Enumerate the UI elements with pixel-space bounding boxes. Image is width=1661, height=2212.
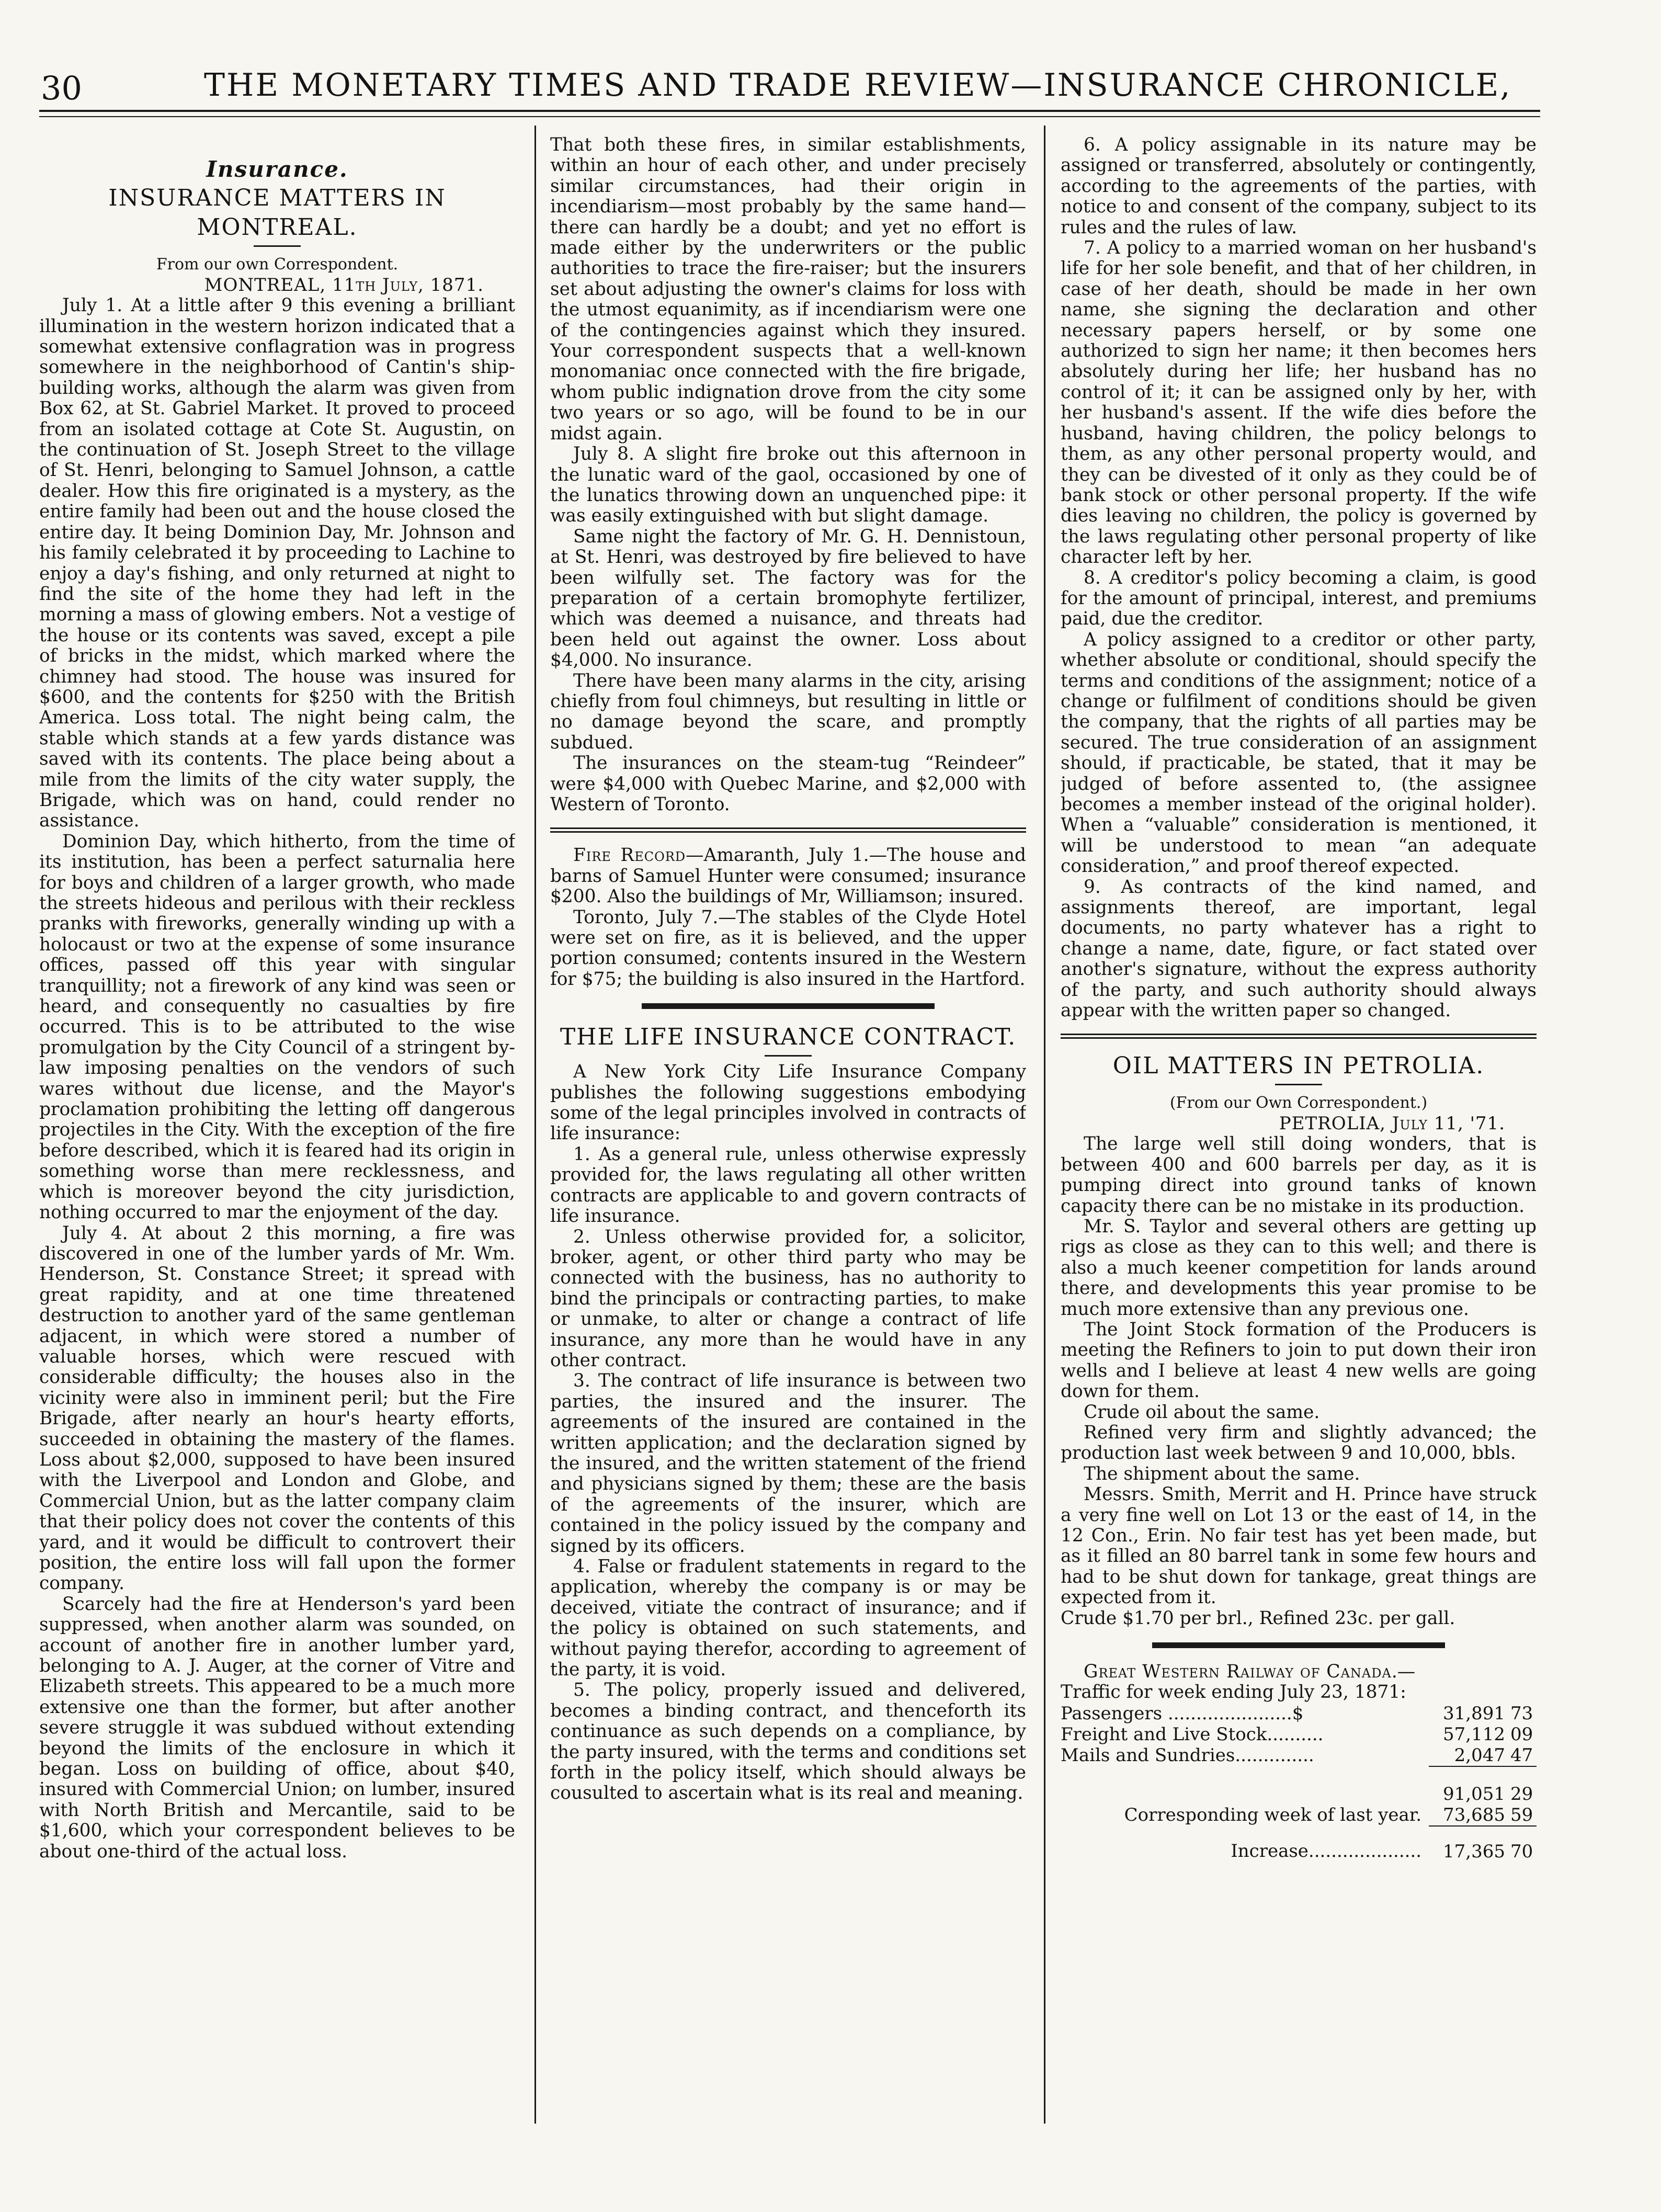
dateline-petrolia: PETROLIA, July 11, '71. xyxy=(1279,1113,1505,1134)
headline-rule xyxy=(765,1055,812,1057)
traffic-dollars: 57,112 xyxy=(1443,1723,1505,1745)
traffic-row xyxy=(1061,1745,1537,1766)
traffic-cents: 47 xyxy=(1510,1744,1533,1766)
paragraph: Mr. S. Taylor and several others are getting up rigs as close as they can to this well; and there is also a much keener competition for lands around there, and developments this year promise to be much more extensive than any previous one. xyxy=(1061,1216,1537,1320)
paragraph: 1. As a general rule, unless otherwise expressly provided for, the laws regulating all other written contracts are applicable to and govern contracts of life insurance. xyxy=(550,1143,1026,1227)
traffic-dollars: 31,891 xyxy=(1443,1703,1505,1724)
correspondent-line: From our own Correspondent. xyxy=(156,255,399,274)
paragraph: Messrs. Smith, Merrit and H. Prince have struck a very fine well on Lot 13 or the east of 14, in the 12 Con., Erin. No fair test has yet been made, but as it filled an 80 barrel tank in some few hours and had to be shut down for tankage, great things are expected from it. xyxy=(1061,1484,1537,1608)
dateline-montreal: MONTREAL, 11th July, 1871. xyxy=(204,274,484,296)
traffic-last-year-cents: 59 xyxy=(1510,1804,1533,1825)
running-head: THE MONETARY TIMES AND TRADE REVIEW—INSURANCE CHRONICLE, xyxy=(204,67,1512,104)
railway-dash: .— xyxy=(1391,1661,1416,1683)
traffic-label: Freight and Live Stock.......... xyxy=(1061,1723,1324,1745)
paragraph: Crude $1.70 per brl., Refined 23c. per gall. xyxy=(1061,1607,1455,1629)
paragraph: July 8. A slight fire broke out this afternoon in the lunatic ward of the gaol, occasioned by one of the lunatics throwing down an unquenched pipe: it was easily extinguished with but slight damage. xyxy=(550,444,1026,527)
column-1 xyxy=(39,135,515,2133)
header-rule-bottom xyxy=(39,116,1540,117)
paragraph: July 4. At about 2 this morning, a fire was discovered in one of the lumber yards of Mr. Wm. Henderson, St. Constance Street; it spread with great rapidity, and at one time threatened destruction to another yard of the same gentleman adjacent, in which were stored a number of valuable horses, which were rescued with considerable difficulty; the houses also in the vicinity were also in imminent peril; but the Fire Brigade, after nearly an hour's hearty efforts, succeeded in obtaining the mastery of the flames. Loss about $2,000, supposed to have been insured with the Liverpool and London and Globe, and Commercial Union, but as the latter company claim that their policy does not cover the contents of this yard, and it would be difficult to controvert their position, the entire loss will fall upon the former company. xyxy=(39,1222,515,1594)
traffic-increase-label: Increase.................... xyxy=(1231,1841,1422,1862)
headline-life-insurance: THE LIFE INSURANCE CONTRACT. xyxy=(560,1024,1017,1051)
headline-rule xyxy=(1275,1084,1322,1085)
paragraph: 7. A policy to a married woman on her husband's life for her sole benefit, and that of her children, in case of her death, should be made in her own name, she signing the declaration and other necessary papers herself, or by some one authorized to sign her name; it then becomes hers absolutely during her life; her husband has no control of it; it can be assigned only by her, with her husband's assent. If the wife dies before the husband, having children, the policy belongs to them, as any other personal property would, and they can be divested of it only as they could be of bank stock or other personal property. If the wife dies leaving no children, the policy is governed by the laws regulating other personal property of like character left by her. xyxy=(1061,237,1537,568)
paragraph: Same night the factory of Mr. G. H. Dennistoun, at St. Henri, was destroyed by fire believed to have been wilfully set. The factory was for the preparation of a certain bromophyte fertilizer, which was deemed a nuisance, and threats had been held out against the owner. Loss about $4,000. No insurance. xyxy=(550,526,1026,671)
traffic-increase-dollars: 17,365 xyxy=(1429,1826,1510,1862)
traffic-increase-row xyxy=(1061,1826,1537,1862)
traffic-row xyxy=(1061,1703,1537,1724)
fire-record-label: Fire Record xyxy=(573,845,686,866)
header-rule-top xyxy=(39,110,1540,112)
heavy-divider xyxy=(642,1003,935,1009)
paragraph: 3. The contract of life insurance is between two parties, the insured and the insurer. The agreements of the insured are contained in the written application; and the declaration signed by the insured, and the written statement of the friend and physicians signed by them; these are the basis of the agreements of the insurer, which are contained in the policy issued by the company and signed by its officers. xyxy=(550,1370,1026,1557)
column-3 xyxy=(1061,135,1537,2133)
section-divider xyxy=(550,827,1026,833)
headline-rule xyxy=(254,245,301,247)
railway-heading xyxy=(1061,1662,1537,1682)
headline-petrolia: OIL MATTERS IN PETROLIA. xyxy=(1112,1052,1485,1080)
paragraph: Refined very firm and slightly advanced; the production last week between 9 and 10,000, bbls. xyxy=(1061,1422,1537,1464)
traffic-total-dollars: 91,051 xyxy=(1429,1766,1510,1805)
traffic-dollars: 2,047 xyxy=(1454,1744,1505,1766)
column-2 xyxy=(550,135,1026,2133)
paragraph: July 1. At a little after 9 this evening a brilliant illumination in the western horizon indicated that a somewhat extensive conflagration was in progress somewhere in the neighborhood of Cantin's ship-building works, although the alarm was given from Box 62, at St. Gabriel Market. It proved to proceed from an isolated cottage at Cote St. Augustin, on the continuation of St. Joseph Street to the village of St. Henri, belonging to Samuel Johnson, a cattle dealer. How this fire originated is a mystery, as the entire family had been out and the house closed the entire day. It being Dominion Day, Mr. Johnson and his family celebrated it by proceeding to Lachine to enjoy a day's fishing, and only returned at night to find the site of the home they had left in the morning a mass of glowing embers. Not a vestige of the house or its contents was saved, except a pile of bricks in the midst, which marked where the chimney had stood. The house was insured for $600, and the contents for $250 with the British America. Loss total. The night being calm, the stable which stands at a few yards distance was saved with its contents. The place being about a mile from the limits of the city water supply, the Brigade, which was on hand, could render no assistance. xyxy=(39,295,515,832)
paragraph: A New York City Life Insurance Company publishes the following suggestions embodying some of the legal principles involved in contracts of life insurance: xyxy=(550,1061,1026,1144)
paragraph: There have been many alarms in the city, arising chiefly from foul chimneys, but resulting in little or no damage beyond the scare, and promptly subdued. xyxy=(550,670,1026,753)
section-title: Insurance. xyxy=(206,156,348,182)
paragraph: 4. False or fradulent statements in regard to the application, whereby the company is or may be deceived, vitiate the contract of insurance; and if the policy is obtained on such statements, and without paying therefor, according to agreement of the party, it is void. xyxy=(550,1556,1026,1681)
railway-name: Great Western Railway of Canada xyxy=(1084,1661,1392,1683)
traffic-cents: 73 xyxy=(1510,1703,1533,1724)
fire-record-text: —Amaranth, July 1.—The house and barns of Samuel Hunter were consumed; insurance $200. Also the buildings of Mr, Williamson; insured. xyxy=(550,845,1026,908)
paragraph: The Joint Stock formation of the Producers is meeting the Refiners to join to put down their iron wells and I believe at least 4 new wells are going down for them. xyxy=(1061,1319,1537,1402)
paragraph: 5. The policy, properly issued and delivered, becomes a binding contract, and thenceforth its continuance as such depends on a compliance, by the party insured, with the terms and conditions set forth in the policy itself, which should always be cousulted to ascertain what is its real and meaning. xyxy=(550,1680,1026,1804)
fire-record-paragraph xyxy=(550,845,1026,907)
correspondent-line: (From our Own Correspondent.) xyxy=(1169,1094,1428,1113)
column-divider-1 xyxy=(534,126,536,2124)
paragraph: The large well still doing wonders, that is between 400 and 600 barrels per day, as it is pumping direct into ground tanks of known capacity there can be no mistake in its production. xyxy=(1061,1133,1537,1217)
traffic-intro: Traffic for week ending July 23, 1871: xyxy=(1061,1682,1406,1703)
paragraph: The insurances on the steam-tug “Reindeer” were $4,000 with Quebec Marine, and $2,000 with Western of Toronto. xyxy=(550,753,1026,815)
section-divider xyxy=(1061,1034,1537,1039)
traffic-label: Passengers ......................$ xyxy=(1061,1703,1304,1724)
heavy-divider xyxy=(1152,1642,1445,1648)
traffic-last-year-dollars: 73,685 xyxy=(1443,1804,1505,1825)
paragraph: Dominion Day, which hitherto, from the time of its institution, has been a perfect saturnalia here for boys and children of a larger growth, who made the streets hideous and perilous with their reckless pranks with fireworks, generally winding up with a holocaust or two at the expense of some insurance offices, passed off this year with singular tranquillity; not a firework of any kind was seen or heard, and consequently no casualties by fire occurred. This is to be attributed to the wise promulgation by the City Council of a stringent by-law imposing penalties on the vendors of such wares without due license, and the Mayor's proclamation prohibiting the letting off dangerous projectiles in the City. With the exception of the fire before described, which it is feared had its origin in something worse than mere recklessness, and which is moreover beyond the city jurisdiction, nothing occurred to mar the enjoyment of the day. xyxy=(39,831,515,1223)
traffic-last-year-row xyxy=(1061,1805,1537,1826)
traffic-last-year-label: Corresponding week of last year. xyxy=(1124,1805,1422,1826)
headline-montreal: INSURANCE MATTERS IN MONTREAL. xyxy=(108,185,446,241)
traffic-table xyxy=(1061,1703,1537,1862)
column-divider-2 xyxy=(1044,126,1045,2124)
traffic-row xyxy=(1061,1724,1537,1745)
paragraph: 8. A creditor's policy becoming a claim, is good for the amount of principal, interest, and premiums paid, due the creditor. xyxy=(1061,567,1537,630)
page-number: 30 xyxy=(41,69,82,107)
paragraph: 6. A policy assignable in its nature may be assigned or transferred, absolutely or contingently, according to the agreements of the parties, with notice to and consent of the company, subject to its rules and the rules of law. xyxy=(1061,135,1537,238)
traffic-total-label xyxy=(1061,1766,1429,1805)
traffic-increase-cents: 70 xyxy=(1510,1826,1537,1862)
paragraph: Crude oil about the same. xyxy=(1084,1401,1320,1423)
paragraph: 2. Unless otherwise provided for, a solicitor, broker, agent, or other third party who may be connected with the business, has no authority to bind the principals or contracting parties, to make or unmake, to alter or change a contract of life insurance, any more than he would have in any other contract. xyxy=(550,1226,1026,1371)
paragraph: A policy assigned to a creditor or other party, whether absolute or conditional, should specify the terms and conditions of the assignment; notice of a change or fulfilment of conditions should be given the company, that the rights of all parties may be secured. The true consideration of an assignment should, if practicable, be stated, that it may be judged of before assented to, (the assignee becomes a member instead of the original holder). When a “valuable” consideration is mentioned, it will be understood to mean “an adequate consideration,” and proof thereof expected. xyxy=(1061,629,1537,877)
paragraph: 9. As contracts of the kind named, and assignments thereof, are important, legal documents, no party whatever has a right to change a name, date, figure, or fact stated over another's signature, without the express authority of the party, and such authority should always appear with the written paper so changed. xyxy=(1061,876,1537,1022)
paragraph: The shipment about the same. xyxy=(1084,1463,1360,1484)
traffic-total-row xyxy=(1061,1766,1537,1805)
traffic-total-cents: 29 xyxy=(1510,1766,1537,1805)
paragraph: That both these fires, in similar establishments, within an hour of each other, and under precisely similar circumstances, had their origin in incendiarism—most probably by the same hand—there can hardly be a doubt; and yet no effort is made either by the underwriters or the public authorities to trace the fire-raiser; but the insurers set about adjusting the owner's claims for loss with the utmost equanimity, as if incendiarism were one of the contingencies against which they insured. Your correspondent suspects that a well-known monomaniac once connected with the fire brigade, whom public indignation drove from the city some two years or so ago, will be found to be in our midst again. xyxy=(550,135,1026,444)
paragraph: Scarcely had the fire at Henderson's yard been suppressed, when another alarm was sounded, on account of another fire in another lumber yard, belonging to A. J. Auger, at the corner of Vitre and Elizabeth streets. This appeared to be a much more extensive one than the former, but after another severe struggle it was subdued without extending beyond the limits of the enclosure in which it began. Loss on building of office, about $40, insured with Commercial Union; on lumber, insured with North British and Mercantile, said to be $1,600, which your correspondent believes to be about one-third of the actual loss. xyxy=(39,1593,515,1862)
traffic-label: Mails and Sundries.............. xyxy=(1061,1745,1314,1766)
paragraph: Toronto, July 7.—The stables of the Clyde Hotel were set on fire, as it is believed, and the upper portion consumed; contents insured in the Western for $75; the building is also insured in the Hartford. xyxy=(550,906,1026,990)
traffic-cents: 09 xyxy=(1510,1723,1533,1745)
